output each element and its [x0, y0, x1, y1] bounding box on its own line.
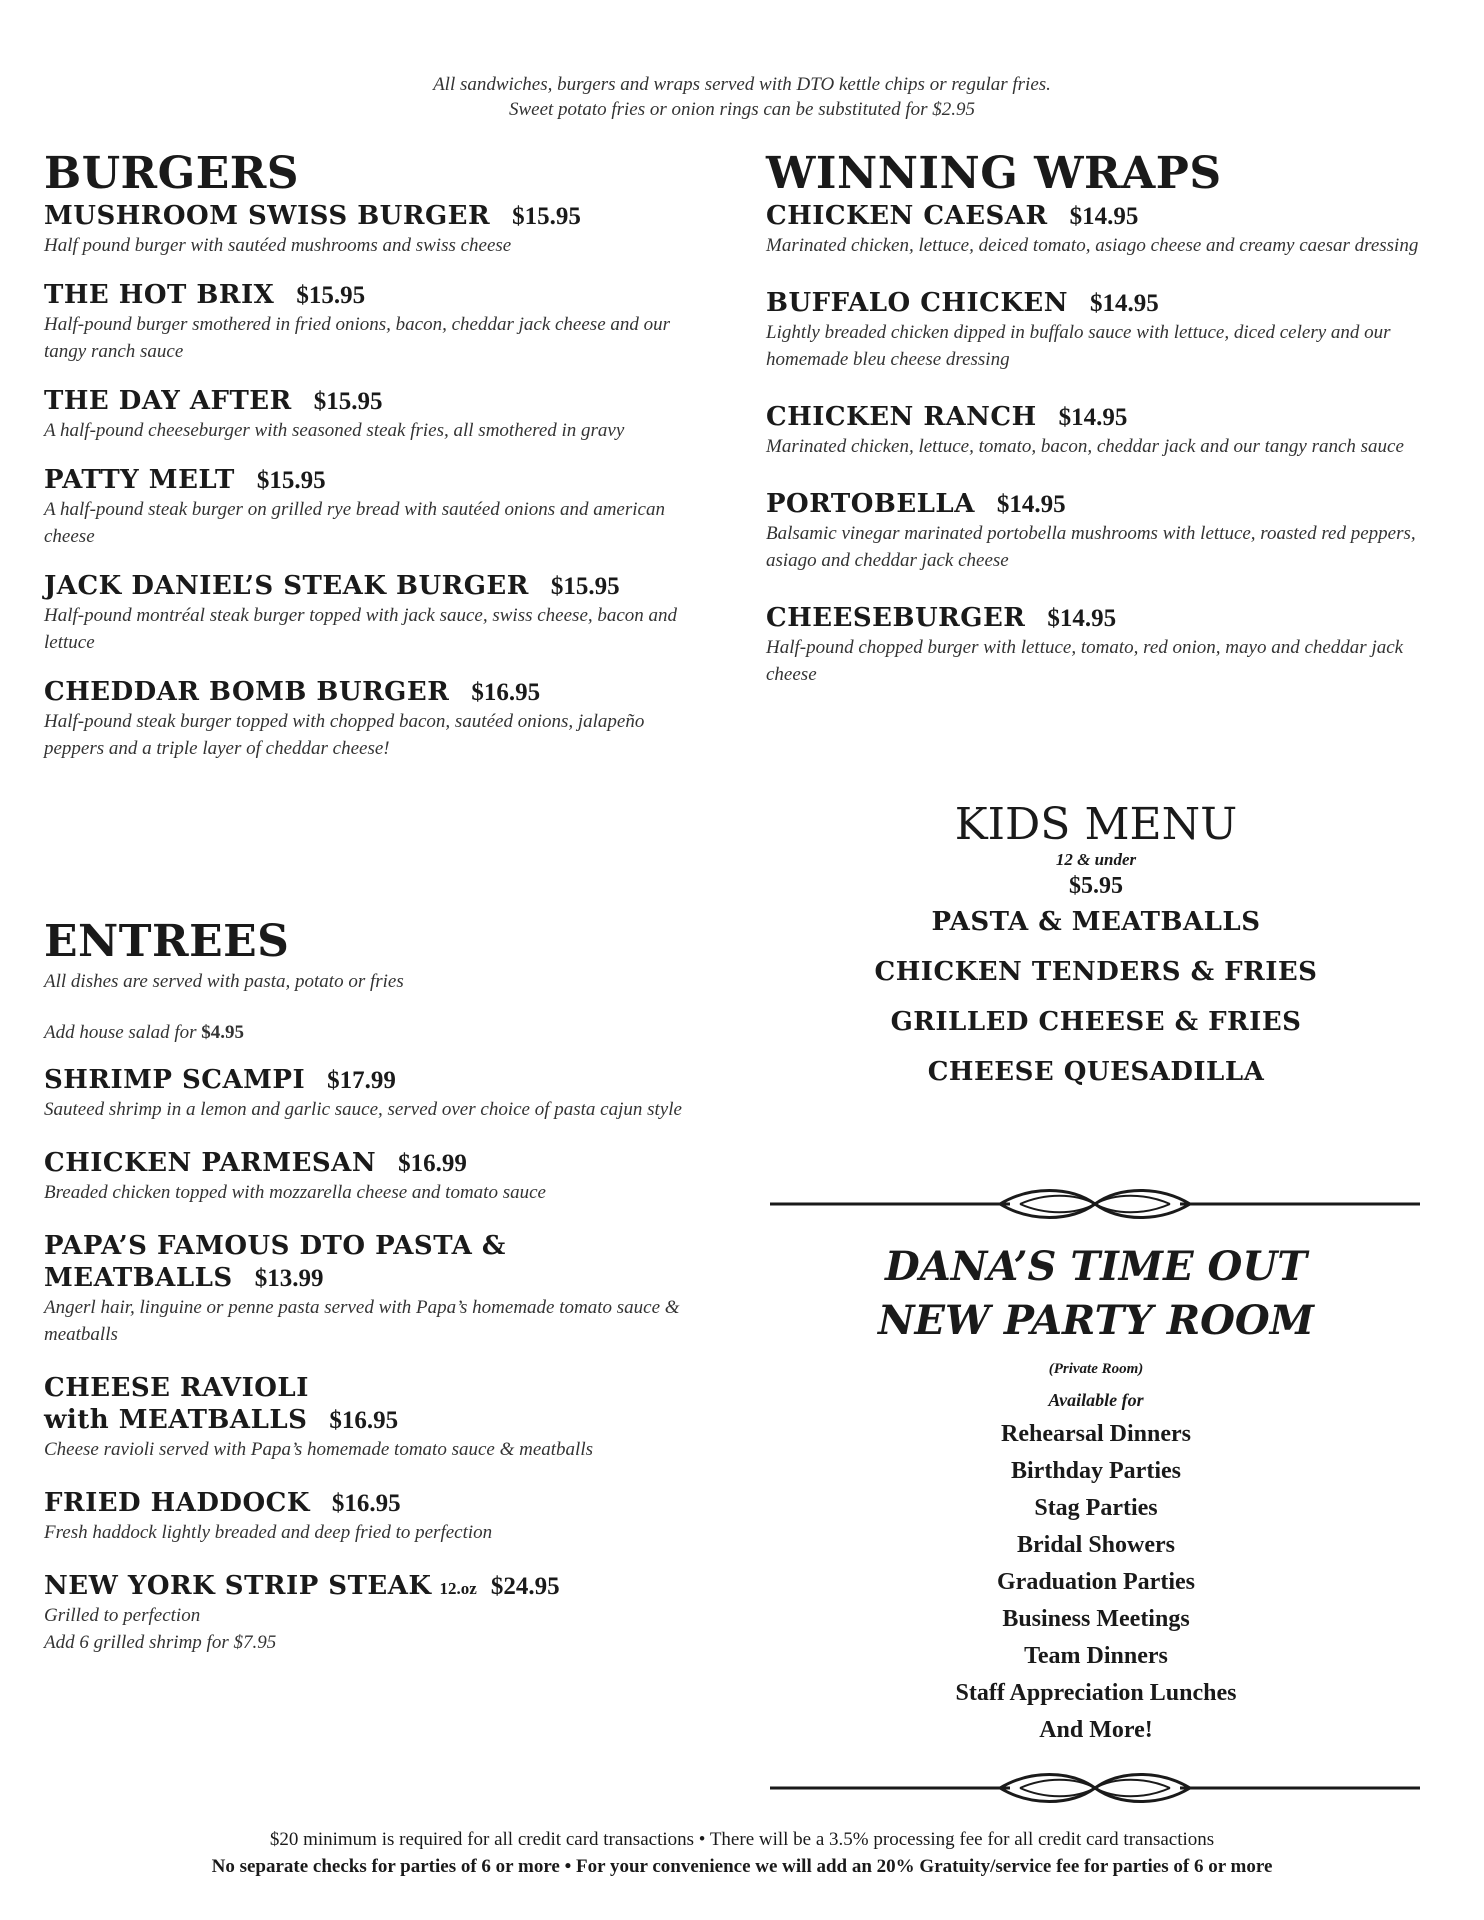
party-title-line-1: DANA’S TIME OUT: [885, 1243, 1307, 1290]
kids-age-note: 12 & under: [1055, 850, 1137, 869]
kids-price: $5.95: [1069, 873, 1123, 899]
intro-line-1: All sandwiches, burgers and wraps served with DTO kettle chips or regular fries.: [433, 74, 1051, 95]
party-available-label: Available for: [1048, 1390, 1144, 1410]
menu-item: [44, 1230, 694, 1348]
menu-item: [766, 200, 1446, 259]
item-price: $15.95: [256, 467, 326, 494]
house-salad-price: $4.95: [201, 1022, 245, 1043]
item-description: Half pound burger with sautéed mushrooms and swiss cheese: [44, 235, 512, 256]
item-price: $14.95: [1047, 605, 1117, 632]
party-occasion: And More!: [1039, 1717, 1153, 1743]
party-subtitle: (Private Room): [1048, 1361, 1144, 1377]
party-occasion: Graduation Parties: [997, 1569, 1195, 1595]
item-price: $14.95: [1058, 404, 1128, 431]
item-name: PATTY MELT: [44, 465, 235, 495]
item-price: $15.95: [512, 203, 581, 230]
party-occasion-list: [766, 1416, 1426, 1749]
menu-item: [44, 279, 694, 365]
menu-item: [44, 1372, 694, 1463]
menu-item: [766, 488, 1446, 574]
item-description: Half-pound burger smothered in fried onions, bacon, cheddar jack cheese and our tangy ranch sauce: [44, 314, 671, 362]
wraps-title: WINNING WRAPS: [766, 148, 1222, 199]
item-name-line-2: MEATBALLS: [44, 1263, 233, 1293]
item-price: $14.95: [1090, 290, 1159, 317]
item-price: $17.99: [327, 1067, 396, 1094]
menu-item: [44, 1487, 694, 1546]
item-name: JACK DANIEL’S STEAK BURGER: [44, 571, 529, 601]
kids-item: GRILLED CHEESE & FRIES: [890, 1007, 1302, 1037]
burgers-title: BURGERS: [44, 148, 300, 199]
kids-item: CHICKEN TENDERS & FRIES: [874, 957, 1318, 987]
party-room-section: [766, 1240, 1426, 1749]
item-size: 12.oz: [439, 1579, 477, 1598]
entrees-title: ENTREES: [44, 916, 290, 967]
kids-item: PASTA & MEATBALLS: [931, 907, 1261, 937]
intro-note: [0, 72, 1484, 122]
item-name: PORTOBELLA: [766, 489, 975, 519]
item-description: Half-pound steak burger topped with chopped bacon, sautéed onions, jalapeño peppers and a triple layer of cheddar cheese!: [44, 711, 645, 759]
item-description: Half-pound chopped burger with lettuce, tomato, red onion, mayo and cheddar jack cheese: [766, 637, 1404, 685]
item-name: CHEESEBURGER: [766, 603, 1026, 633]
item-description: Angerl hair, linguine or penne pasta served with Papa’s homemade tomato sauce & meatballs: [44, 1297, 680, 1345]
menu-item: [44, 200, 694, 259]
ornamental-divider: [770, 1184, 1420, 1224]
item-name: THE DAY AFTER: [44, 386, 292, 416]
kids-menu-section: [766, 800, 1426, 1088]
wraps-section: [766, 148, 1446, 716]
menu-item: [44, 676, 694, 762]
item-name: SHRIMP SCAMPI: [44, 1065, 306, 1095]
party-occasion: Team Dinners: [1024, 1643, 1168, 1669]
menu-item: [44, 464, 694, 550]
menu-item: [44, 1570, 694, 1656]
item-name: CHICKEN RANCH: [766, 402, 1037, 432]
item-description: Breaded chicken topped with mozzarella cheese and tomato sauce: [44, 1182, 546, 1203]
item-addon: Add 6 grilled shrimp for $7.95: [44, 1632, 277, 1653]
item-name: NEW YORK STRIP STEAK: [44, 1571, 432, 1601]
item-price: $15.95: [313, 388, 383, 415]
footer-policy: [0, 1826, 1484, 1880]
item-name: MUSHROOM SWISS BURGER: [44, 201, 491, 231]
house-salad-text: Add house salad for: [44, 1022, 202, 1043]
entrees-section: [44, 916, 694, 1680]
menu-item: [766, 401, 1446, 460]
item-name-line-2: with MEATBALLS: [44, 1405, 308, 1435]
item-description: Lightly breaded chicken dipped in buffalo sauce with lettuce, diced celery and our homemade bleu cheese dressing: [766, 322, 1391, 370]
item-description: Marinated chicken, lettuce, tomato, bacon, cheddar jack and our tangy ranch sauce: [766, 436, 1404, 457]
kids-item: CHEESE QUESADILLA: [927, 1057, 1265, 1087]
party-title-line-2: NEW PARTY ROOM: [877, 1297, 1315, 1344]
party-occasion: Stag Parties: [1034, 1495, 1158, 1521]
item-price: $14.95: [996, 491, 1066, 518]
item-price: $15.95: [296, 282, 366, 309]
item-description: A half-pound cheeseburger with seasoned steak fries, all smothered in gravy: [44, 420, 625, 441]
item-name: CHICKEN CAESAR: [766, 201, 1048, 231]
item-description: Grilled to perfection: [44, 1605, 201, 1626]
kids-menu-title: KIDS MENU: [954, 799, 1238, 850]
party-occasion: Staff Appreciation Lunches: [955, 1680, 1237, 1706]
footer-line-1: $20 minimum is required for all credit card transactions • There will be a 3.5% processing fee for all credit card transactions: [269, 1829, 1215, 1850]
item-price: $14.95: [1069, 203, 1139, 230]
item-name: CHICKEN PARMESAN: [44, 1148, 377, 1178]
item-description: Fresh haddock lightly breaded and deep fried to perfection: [44, 1522, 493, 1543]
item-description: Marinated chicken, lettuce, deiced tomato, asiago cheese and creamy caesar dressing: [766, 235, 1419, 256]
entrees-note: All dishes are served with pasta, potato or fries: [44, 971, 404, 992]
item-price: $15.95: [550, 573, 620, 600]
menu-item: [44, 1064, 694, 1123]
item-description: Cheese ravioli served with Papa’s homemade tomato sauce & meatballs: [44, 1439, 593, 1460]
party-occasion: Business Meetings: [1002, 1606, 1190, 1632]
item-name-line-1: PAPA’S FAMOUS DTO PASTA &: [44, 1231, 506, 1261]
party-occasion: Birthday Parties: [1011, 1458, 1181, 1484]
menu-item: [44, 385, 694, 444]
item-name: THE HOT BRIX: [44, 280, 275, 310]
item-price: $16.95: [331, 1490, 401, 1517]
menu-item: [44, 570, 694, 656]
burgers-section: [44, 148, 694, 782]
party-occasion: Bridal Showers: [1016, 1532, 1175, 1558]
footer-line-2: No separate checks for parties of 6 or more • For your convenience we will add an 20% Gratuity/service fee for parties of 6 or more: [211, 1856, 1273, 1877]
item-price: $16.95: [471, 679, 541, 706]
item-description: Sauteed shrimp in a lemon and garlic sauce, served over choice of pasta cajun style: [44, 1099, 682, 1120]
menu-item: [766, 287, 1446, 373]
ornamental-divider: [770, 1768, 1420, 1808]
item-name: CHEDDAR BOMB BURGER: [44, 677, 450, 707]
menu-item: [766, 602, 1446, 688]
item-price: $16.95: [329, 1407, 399, 1434]
house-salad-note: [44, 1019, 694, 1046]
item-description: A half-pound steak burger on grilled rye bread with sautéed onions and american cheese: [44, 499, 665, 547]
item-description: Half-pound montréal steak burger topped with jack sauce, swiss cheese, bacon and lettuce: [44, 605, 678, 653]
item-name: BUFFALO CHICKEN: [766, 288, 1068, 318]
item-description: Balsamic vinegar marinated portobella mushrooms with lettuce, roasted red peppers, asiago and cheddar jack cheese: [766, 523, 1416, 571]
item-price: $13.99: [254, 1265, 324, 1292]
item-name-line-1: CHEESE RAVIOLI: [44, 1373, 309, 1403]
item-name: FRIED HADDOCK: [44, 1488, 310, 1518]
intro-line-2: Sweet potato fries or onion rings can be substituted for $2.95: [508, 99, 976, 120]
item-price: $24.95: [490, 1573, 560, 1600]
item-price: $16.99: [398, 1150, 467, 1177]
party-occasion: Rehearsal Dinners: [1001, 1421, 1191, 1447]
menu-item: [44, 1147, 694, 1206]
